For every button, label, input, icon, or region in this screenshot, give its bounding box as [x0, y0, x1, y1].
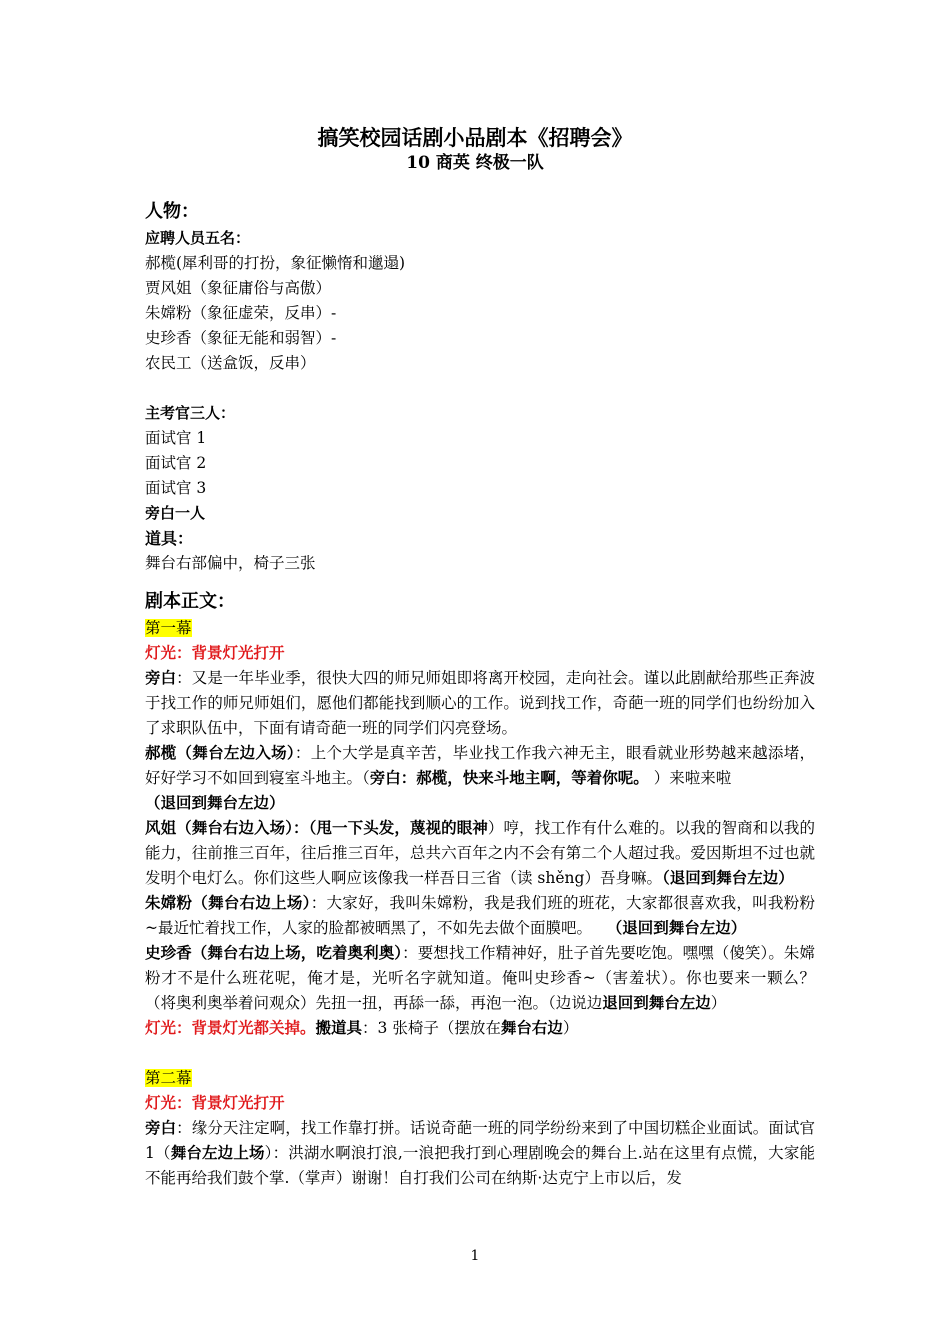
act1-narration: 旁白：又是一年毕业季，很快大四的师兄师姐即将离开校园，走向社会。谨以此剧献给那些正奔波于找工作的师兄师姐们，愿他们都能找到顺心的工作。说到找工作，奇葩一班的同学们也纷纷加入了求职队伍中，下面有请奇葩一班的同学们闪亮登场。: [145, 669, 815, 737]
examiners-heading: 主考官三人：: [145, 404, 236, 422]
zhu-changfen-dialogue: 朱嫦粉（舞台右边上场）：大家好，我叫朱嫦粉，我是我们班的班花，大家都很喜欢我，叫我粉粉~最近忙着找工作，人家的脸都被晒黑了，不如先去做个面膜吧。 （退回到舞台左边）: [145, 894, 815, 937]
shi-zhenxiang-dialogue: 史珍香（舞台右边上场，吃着奥利奥）：要想找工作精神好，肚子首先要吃饱。嘿嘿（傻笑）。朱嫦粉才不是什么班花呢，俺才是，光听名字就知道。俺叫史珍香~（害羞状）。你也要来一颗么？（将奥利奥举着问观众）先扭一扭，再舔一舔，再泡一泡。（边说边退回到舞台左边）: [145, 944, 815, 1012]
hao-lan-dialogue: 郝榄（舞台左边入场）：上个大学是真辛苦，毕业找工作我六神无主，眼看就业形势越来越添堵，好好学习不如回到寝室斗地主。（旁白：郝榄，快来斗地主啊，等着你呢。 ）来啦来啦 （退回到舞台左边）: [145, 744, 815, 812]
document-body: [145, 198, 815, 1191]
applicants-heading: 应聘人员五名：: [145, 229, 251, 247]
act2-label: 第二幕: [145, 1069, 192, 1087]
examiner-item: 面试官 2: [145, 454, 207, 472]
applicant-item: 朱嫦粉（象征虚荣，反串）-: [145, 304, 337, 322]
act1-stage-direction: 灯光：背景灯光都关掉。搬道具：3 张椅子（摆放在舞台右边）: [145, 1019, 579, 1037]
examiner-item: 面试官 1: [145, 429, 207, 447]
props-line: 舞台右部偏中，椅子三张: [145, 554, 316, 572]
examiner-item: 面试官 3: [145, 479, 207, 497]
document-title: 搞笑校园话剧小品剧本《招聘会》: [317, 125, 633, 150]
act2-light-on: 灯光：背景灯光打开: [145, 1094, 285, 1112]
act2-narration: 旁白：缘分天注定啊，找工作靠打拼。话说奇葩一班的同学纷纷来到了中国切糕企业面试。面试官 1（舞台左边上场）：洪湖水啊浪打浪,一浪把我打到心理剧晚会的舞台上.站在这里有点慌，大家能不能再给我们鼓个掌.（掌声）谢谢！自打我们公司在纳斯·达克宁上市以后，发: [145, 1119, 815, 1187]
script-heading: 剧本正文：: [145, 591, 235, 612]
props-heading: 道具：: [145, 529, 194, 548]
act1-light-on: 灯光：背景灯光打开: [145, 644, 285, 662]
applicant-item: 郝榄(犀利哥的打扮，象征懒惰和邋遢): [145, 254, 406, 272]
applicant-item: 史珍香（象征无能和弱智）-: [145, 329, 337, 347]
applicant-item: 贾风姐（象征庸俗与高傲）: [145, 279, 332, 297]
characters-heading: 人物：: [145, 201, 199, 222]
document-subtitle: 10 商英 终极一队: [406, 153, 544, 173]
narrator-line: 旁白一人: [145, 504, 206, 522]
applicant-item: 农民工（送盒饭，反串）: [145, 354, 316, 372]
act1-label: 第一幕: [145, 619, 192, 637]
page-number: 1: [470, 1248, 480, 1264]
feng-jie-dialogue: 风姐（舞台右边入场）：（甩一下头发，蔑视的眼神）哼，找工作有什么难的。以我的智商和以我的能力，往前推三百年，往后推三百年，总共六百年之内不会有第二个人超过我。爱因斯坦不过也就发明个电灯么。你们这些人啊应该像我一样吾日三省（读 shěng）吾身嘛。（退回到舞台左边）: [145, 819, 815, 887]
